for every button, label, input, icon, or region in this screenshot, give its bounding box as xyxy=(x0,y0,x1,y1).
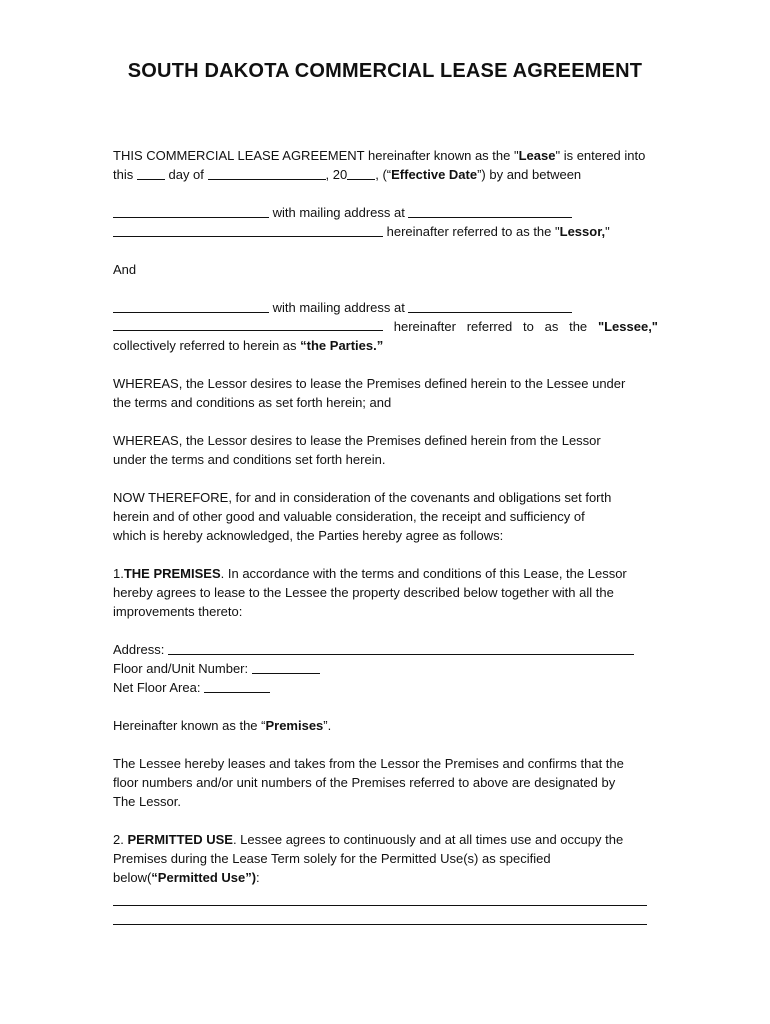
net-floor-area-field[interactable] xyxy=(204,679,270,693)
lessee-name-blank[interactable] xyxy=(113,299,269,313)
lessee-address-blank[interactable] xyxy=(408,299,572,313)
floor-unit-field[interactable] xyxy=(252,660,320,674)
lessee-address-blank-2[interactable] xyxy=(113,317,383,331)
lessee-term: "Lessee," xyxy=(597,319,658,334)
lessor-name-blank[interactable] xyxy=(113,204,269,218)
lessee-takes-paragraph: The Lessee hereby leases and takes from the Lessor the Premises and confirms that the floor numbers and/or unit numbers of the Premises referred to above are designated by The Lessor. xyxy=(113,756,624,809)
permitted-use-section: 2. PERMITTED USE. Lessee agrees to continuously and at all times use and occupy the Premises during the Lease Term solely for the Permitted Use(s) as specified below(“Permitted Use”): xyxy=(113,830,658,925)
address-field[interactable] xyxy=(168,641,634,655)
day-blank[interactable] xyxy=(137,166,165,180)
lessor-term: Lessor, xyxy=(559,224,606,239)
document-body xyxy=(113,146,658,925)
premises-fields: Address: Floor and/Unit Number: Net Floor Area: xyxy=(113,640,658,697)
now-therefore-paragraph: NOW THEREFORE, for and in consideration of the covenants and obligations set forth herein and of other good and valuable consideration, the receipt and sufficiency of which is hereby acknowledged, the Parties hereby agree as follows: xyxy=(113,490,612,543)
and-text: And xyxy=(113,262,137,277)
lessee-paragraph: with mailing address at hereinafter referred to as the "Lessee," collectively referred to herein as “the Parties.” xyxy=(113,300,658,353)
parties-term: “the Parties.” xyxy=(300,338,384,353)
lessor-paragraph: with mailing address at hereinafter referred to as the "Lessor," xyxy=(113,203,658,241)
whereas-paragraph-1: WHEREAS, the Lessor desires to lease the Premises defined herein to the Lessee under the terms and conditions as set forth herein; and xyxy=(113,376,626,410)
permitted-use-heading: PERMITTED USE xyxy=(127,832,233,847)
lessor-address-blank[interactable] xyxy=(408,204,572,218)
premises-known-text: Hereinafter known as the “Premises”. xyxy=(113,718,332,733)
effective-date-term: Effective Date xyxy=(391,167,478,182)
document-title: SOUTH DAKOTA COMMERCIAL LEASE AGREEMENT xyxy=(127,60,643,82)
intro-paragraph: THIS COMMERCIAL LEASE AGREEMENT hereinafter known as the "Lease" is entered into this day of , 20 , (“Effective Date”) by and between xyxy=(113,148,646,182)
month-blank[interactable] xyxy=(208,166,326,180)
whereas-paragraph-2: WHEREAS, the Lessor desires to lease the Premises defined herein from the Lessor under the terms and conditions set forth herein. xyxy=(113,433,601,467)
lessor-address-blank-2[interactable] xyxy=(113,223,383,237)
lease-term: Lease xyxy=(518,148,556,163)
permitted-use-line-2[interactable] xyxy=(113,906,647,925)
premises-section: 1.THE PREMISES. In accordance with the terms and conditions of this Lease, the Lessor hereby agrees to lease to the Lessee the property described below together with all the improvements thereto: xyxy=(113,566,627,619)
permitted-use-line-1[interactable] xyxy=(113,887,647,906)
premises-heading: THE PREMISES xyxy=(123,566,221,581)
permitted-use-term: “Permitted Use”) xyxy=(151,870,257,885)
premises-term: Premises xyxy=(265,718,324,733)
year-blank[interactable] xyxy=(347,166,375,180)
